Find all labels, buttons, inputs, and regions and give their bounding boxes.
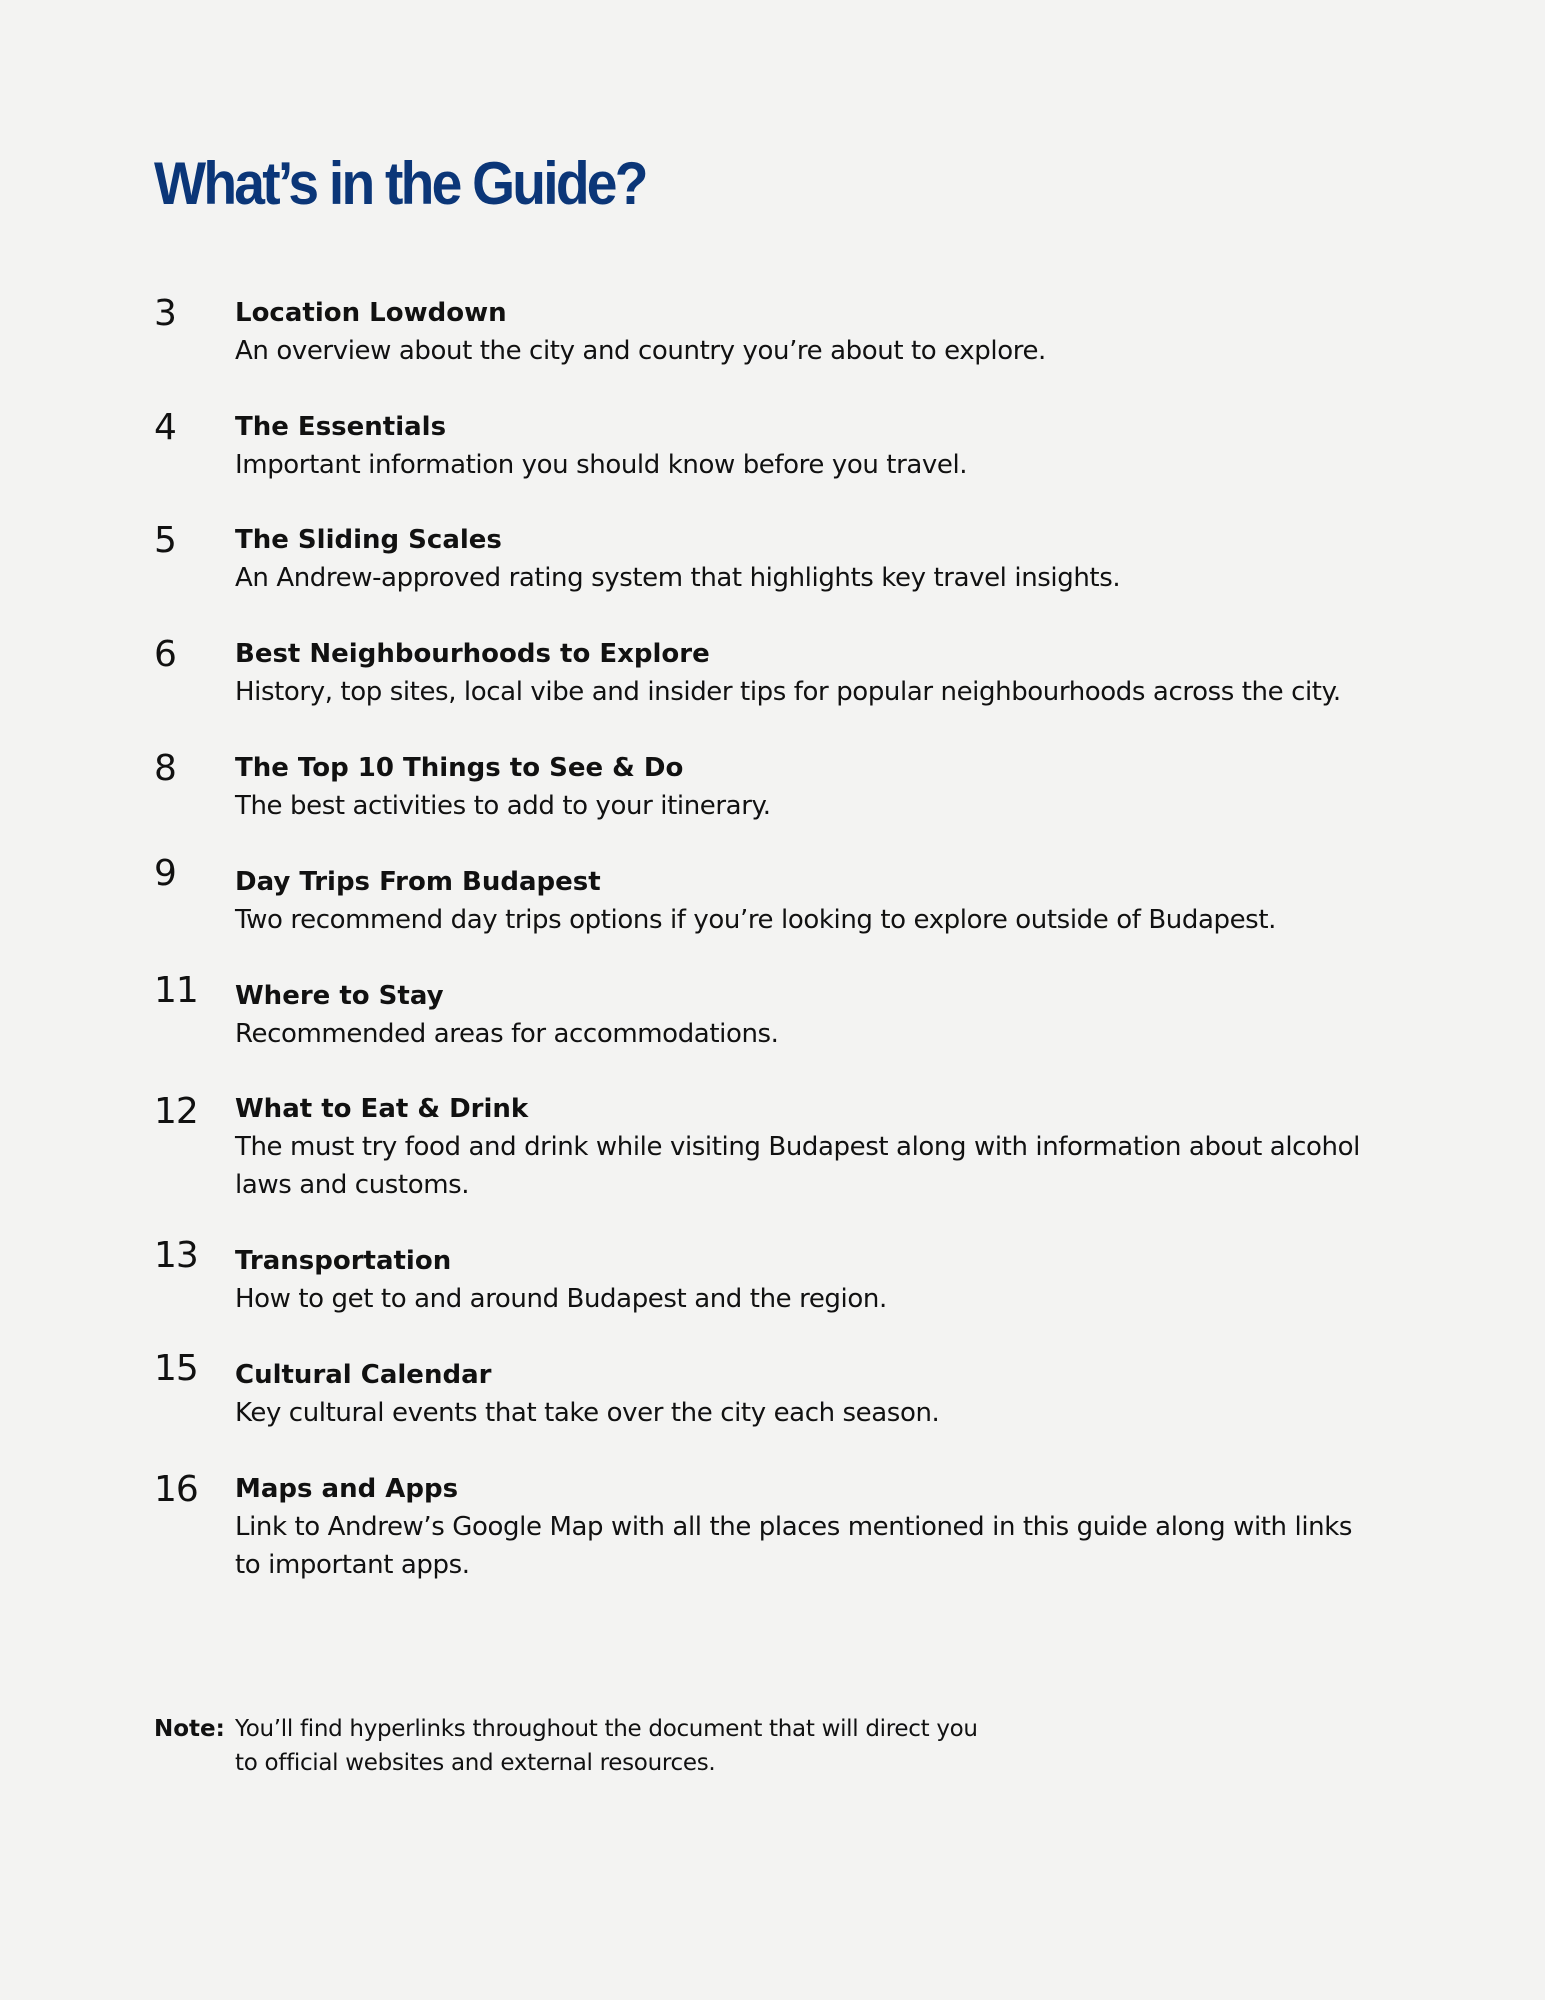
toc-description: How to get to and around Budapest and the region. — [235, 1284, 887, 1314]
toc-page-number: 15 — [154, 1348, 198, 1389]
page-title: What’s in the Guide? — [154, 150, 646, 217]
toc-page-number: 8 — [154, 748, 176, 789]
toc-description: An overview about the city and country you’re about to explore. — [235, 336, 1046, 366]
toc-page-number: 16 — [154, 1469, 198, 1510]
toc-title: What to Eat & Drink — [235, 1094, 529, 1124]
toc-description: The must try food and drink while visiting Budapest along with information about alcohol laws and customs. — [235, 1132, 1360, 1200]
toc-page-number: 12 — [154, 1091, 198, 1132]
toc-title: The Top 10 Things to See & Do — [235, 753, 684, 783]
toc-title: Transportation — [235, 1246, 452, 1276]
toc-title: The Essentials — [235, 412, 447, 442]
toc-page-number: 9 — [154, 853, 176, 894]
toc-description: Recommended areas for accommodations. — [235, 1019, 779, 1049]
toc-page-number: 3 — [154, 293, 176, 334]
toc-description: Key cultural events that take over the city each season. — [235, 1398, 940, 1428]
toc-description: The best activities to add to your itinerary. — [235, 791, 771, 821]
toc-title: Day Trips From Budapest — [235, 867, 601, 897]
toc-title: Maps and Apps — [235, 1474, 459, 1504]
toc-page-number: 5 — [154, 520, 176, 561]
toc-page-number: 11 — [154, 970, 198, 1011]
toc-description: Two recommend day trips options if you’re looking to explore outside of Budapest. — [235, 905, 1276, 935]
toc-page-number: 13 — [154, 1235, 198, 1276]
toc-description: History, top sites, local vibe and insider tips for popular neighbourhoods across the city. — [235, 677, 1341, 707]
toc-title: Location Lowdown — [235, 298, 507, 328]
toc-description: Link to Andrew’s Google Map with all the places mentioned in this guide along with links to important apps. — [235, 1512, 1353, 1580]
toc-page-number: 4 — [154, 407, 176, 448]
toc-page-number: 6 — [154, 634, 176, 675]
note-text: You’ll find hyperlinks throughout the document that will direct you to official websites and external resources. — [235, 1716, 978, 1776]
toc-title: Where to Stay — [235, 981, 444, 1011]
toc-description: Important information you should know before you travel. — [235, 450, 968, 480]
toc-description: An Andrew-approved rating system that highlights key travel insights. — [235, 563, 1121, 593]
toc-title: The Sliding Scales — [235, 525, 502, 555]
toc-title: Best Neighbourhoods to Explore — [235, 639, 710, 669]
toc-title: Cultural Calendar — [235, 1360, 492, 1390]
note-label: Note: — [154, 1716, 225, 1742]
